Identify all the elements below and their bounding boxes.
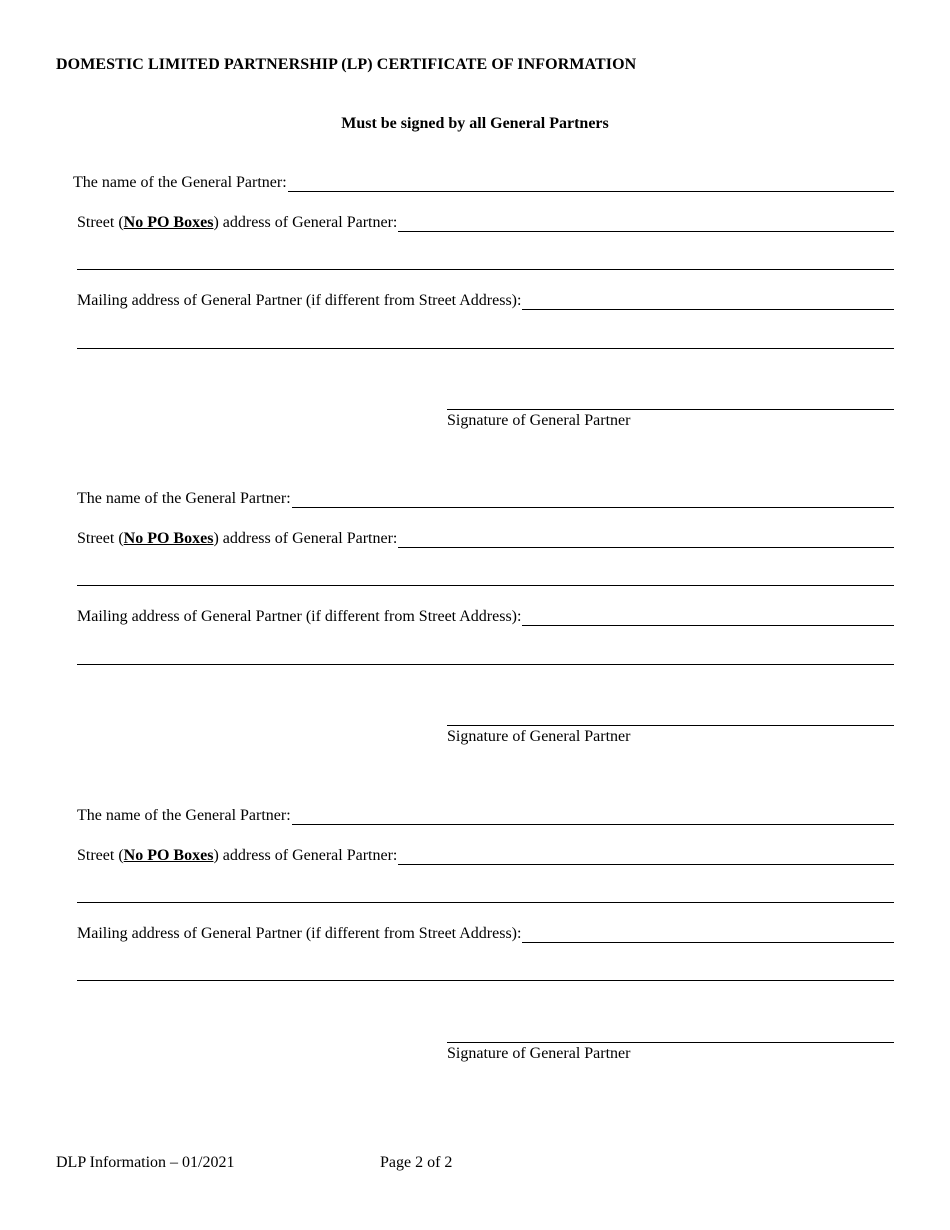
partner-2-mailing-row bbox=[77, 608, 894, 626]
partner-1-mailing-field[interactable] bbox=[522, 293, 894, 310]
street-address-label bbox=[77, 530, 397, 548]
street-label-prefix: Street ( bbox=[77, 214, 124, 231]
partner-3-name-field[interactable] bbox=[292, 808, 894, 825]
partner-1-mailing-field-line-2[interactable] bbox=[77, 348, 894, 349]
street-label-prefix: Street ( bbox=[77, 847, 124, 864]
partner-3-mailing-field-line-2[interactable] bbox=[77, 980, 894, 981]
partner-3-street-row bbox=[77, 847, 894, 865]
no-po-boxes-emphasis: No PO Boxes bbox=[123, 847, 214, 864]
document-title: DOMESTIC LIMITED PARTNERSHIP (LP) CERTIFICATE OF INFORMATION bbox=[56, 56, 637, 73]
partner-name-label: The name of the General Partner: bbox=[77, 807, 291, 824]
partner-3-mailing-row bbox=[77, 925, 894, 943]
partner-1-name-field[interactable] bbox=[288, 175, 894, 192]
mailing-address-label: Mailing address of General Partner (if different from Street Address): bbox=[77, 925, 522, 942]
street-label-prefix: Street ( bbox=[77, 530, 124, 547]
partner-3-signature-line[interactable] bbox=[447, 1042, 894, 1043]
form-identifier: DLP Information – 01/2021 bbox=[56, 1154, 235, 1171]
partner-2-name-row bbox=[77, 490, 894, 508]
partner-1-signature-line[interactable] bbox=[447, 409, 894, 410]
partner-2-mailing-field-line-2[interactable] bbox=[77, 664, 894, 665]
partner-name-label: The name of the General Partner: bbox=[73, 174, 287, 191]
partner-2-signature-line[interactable] bbox=[447, 725, 894, 726]
partner-1-mailing-row bbox=[77, 292, 894, 310]
partner-1-street-field-line-2[interactable] bbox=[77, 269, 894, 270]
no-po-boxes-emphasis: No PO Boxes bbox=[123, 530, 214, 547]
partner-name-label: The name of the General Partner: bbox=[77, 490, 291, 507]
partner-2-mailing-field[interactable] bbox=[522, 609, 894, 626]
street-label-suffix: ) address of General Partner: bbox=[213, 847, 398, 864]
page-number: Page 2 of 2 bbox=[380, 1154, 453, 1171]
street-label-suffix: ) address of General Partner: bbox=[213, 214, 398, 231]
street-address-label bbox=[77, 847, 397, 865]
partner-3-street-field-line-2[interactable] bbox=[77, 902, 894, 903]
partner-3-mailing-field[interactable] bbox=[522, 926, 894, 943]
mailing-address-label: Mailing address of General Partner (if different from Street Address): bbox=[77, 292, 522, 309]
no-po-boxes-emphasis: No PO Boxes bbox=[123, 214, 214, 231]
partner-2-street-field[interactable] bbox=[398, 531, 894, 548]
street-address-label bbox=[77, 214, 397, 232]
partner-2-street-row bbox=[77, 530, 894, 548]
partner-3-street-field[interactable] bbox=[398, 848, 894, 865]
partner-1-street-row bbox=[77, 214, 894, 232]
signature-label: Signature of General Partner bbox=[447, 1045, 631, 1062]
signature-label: Signature of General Partner bbox=[447, 412, 631, 429]
signing-instruction: Must be signed by all General Partners bbox=[341, 115, 609, 132]
street-label-suffix: ) address of General Partner: bbox=[213, 530, 398, 547]
mailing-address-label: Mailing address of General Partner (if different from Street Address): bbox=[77, 608, 522, 625]
partner-1-name-row bbox=[73, 174, 894, 192]
partner-2-name-field[interactable] bbox=[292, 491, 894, 508]
signature-label: Signature of General Partner bbox=[447, 728, 631, 745]
partner-3-name-row bbox=[77, 807, 894, 825]
partner-2-street-field-line-2[interactable] bbox=[77, 585, 894, 586]
partner-1-street-field[interactable] bbox=[398, 215, 894, 232]
